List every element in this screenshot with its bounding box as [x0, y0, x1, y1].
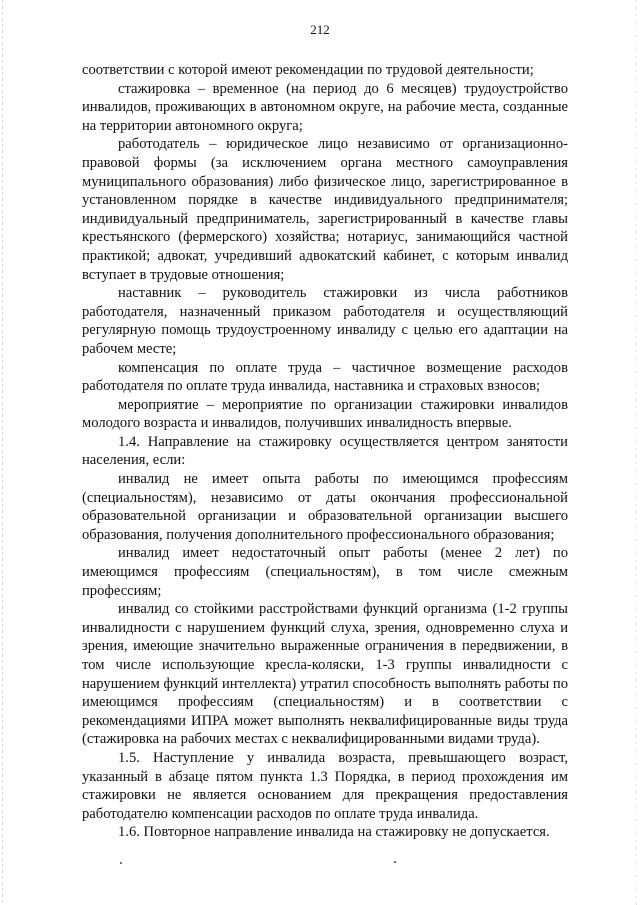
- scan-speck-left: [120, 862, 122, 864]
- definition-employer: работодатель – юридическое лицо независимо от организационно-правовой формы (за исключением органа местного самоуправления муниципального образования) либо физическое лицо, зарегистрированное в установленном порядке в качестве индивидуального предпринимателя; индивидуальный предприниматель, зарегистрированный в качестве главы крестьянского (фермерского) хозяйства; нотариус, занимающийся частной практикой; адвокат, учредивший адвокатский кабинет, с которым инвалид вступает в трудовые отношения;: [82, 136, 568, 283]
- clause-1-4: 1.4. Направление на стажировку осуществляется центром занятости населения, если:: [82, 433, 568, 469]
- clause-1-5: 1.5. Наступление у инвалида возраста, превышающего возраст, указанный в абзаце пятом пункта 1.3 Порядка, в период прохождения им стажировки не является основанием для прекращения предоставления работодателю компенсации расходов по оплате труда инвалида.: [82, 749, 568, 822]
- clause-1-6: 1.6. Повторное направление инвалида на стажировку не допускается.: [118, 824, 550, 841]
- condition-no-experience: инвалид не имеет опыта работы по имеющимся профессиям (специальностям), независимо от даты окончания профессиональной образовательной организации и образовательной организации высшего образования, получения дополнительного профессионального образования;: [82, 471, 568, 543]
- definition-mentor: наставник – руководитель стажировки из числа работников работодателя, назначенный приказом работодателя и осуществляющий регулярную помощь трудоустроенному инвалиду с целью его адаптации на рабочем месте;: [82, 285, 568, 357]
- definition-event: мероприятие – мероприятие по организации стажировки инвалидов молодого возраста и инвалидов, получивших инвалидность впервые.: [82, 396, 568, 432]
- condition-severe-disorders: инвалид со стойкими расстройствами функций организма (1-2 группы инвалидности с нарушением функций слуха, зрения, одновременно слуха и зрения, имеющие значительно выраженные ограничения в передвижении, в том числе использующие кресла-коляски, 1-3 группы инвалидности с нарушением функций интеллекта) утратил способность выполнять работы по имеющимся профессиям (специальностям) и в соответствии с рекомендациями ИПРА может выполнять неквалифицированные виды труда (стажировка на рабочих местах с неквалифицированными видами труда).: [82, 601, 568, 748]
- scan-speck-right: [394, 861, 396, 863]
- condition-insufficient-experience: инвалид имеет недостаточный опыт работы (менее 2 лет) по имеющимся профессиям (специальностям), в том числе смежным профессиям;: [82, 545, 568, 599]
- paragraph-continuation: соответствии с которой имеют рекомендации по трудовой деятельности;: [82, 62, 534, 78]
- page-number: 212: [310, 22, 330, 37]
- scan-edge-left: [2, 0, 3, 905]
- definition-compensation: компенсация по оплате труда – частичное возмещение расходов работодателя по оплате труда инвалида, наставника и страховых взносов;: [82, 359, 568, 395]
- document-body: [82, 61, 568, 842]
- scan-edge-right: [636, 0, 637, 905]
- definition-internship: стажировка – временное (на период до 6 месяцев) трудоустройство инвалидов, проживающих в автономном округе, на рабочие места, созданные на территории автономного округа;: [82, 80, 568, 134]
